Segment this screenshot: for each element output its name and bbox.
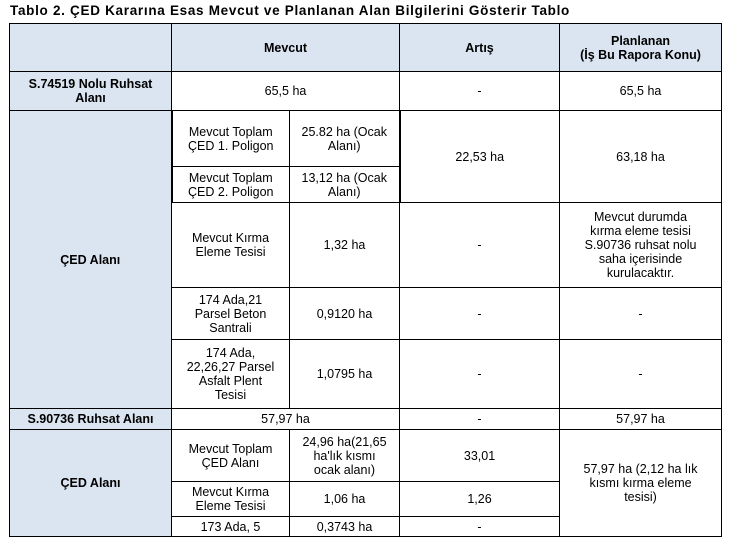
- ced1-beton-name: [172, 288, 290, 340]
- ced1-poligon1-name-line1: Mevcut Toplam: [188, 124, 273, 139]
- table-row-s74519: [10, 72, 722, 111]
- ced1-kirma-name-line2: Eleme Tesisi: [195, 245, 266, 259]
- ced1-poligon2-value: [290, 167, 400, 203]
- ced1-beton-name-line1: 174 Ada,21: [198, 292, 263, 307]
- ced2-ada-value: 0,3743 ha: [290, 517, 400, 537]
- ced2-planlanan-line3: tesisi): [624, 490, 657, 504]
- ced2-kirma-artis: 1,26: [400, 482, 560, 517]
- ced1-beton-value: 0,9120 ha: [290, 288, 400, 340]
- ced2-planlanan-line1: 57,97 ha (2,12 ha lık: [583, 462, 698, 476]
- ced1-asfalt-name-line2: 22,26,27 Parsel: [186, 360, 275, 374]
- s90736-planlanan: 57,97 ha: [560, 409, 722, 430]
- ced1-poligon2-value-line1: 13,12 ha (Ocak: [301, 170, 387, 185]
- ced1-poligon1-value-line1: 25.82 ha (Ocak: [301, 124, 387, 139]
- s90736-label: S.90736 Ruhsat Alanı: [10, 409, 172, 430]
- ced1-kirma-planlanan-line2: kırma eleme tesisi: [590, 224, 691, 238]
- ced1-asfalt-name-line4: Tesisi: [214, 388, 247, 402]
- ced1-kirma-planlanan-line1: Mevcut durumda: [593, 210, 688, 224]
- ced1-asfalt-name: [172, 340, 290, 409]
- ced1-asfalt-planlanan: -: [560, 340, 722, 409]
- area-info-table: [9, 23, 722, 537]
- ced1-poligon1-value: [290, 111, 400, 167]
- header-planlanan: [560, 24, 722, 72]
- ced1-kirma-planlanan-line5: kurulacaktır.: [606, 266, 675, 280]
- ced2-label: ÇED Alanı: [10, 430, 172, 537]
- ced1-beton-name-line2: Parsel Beton: [194, 306, 267, 321]
- s74519-mevcut: 65,5 ha: [172, 72, 400, 111]
- s74519-artis: -: [400, 72, 560, 111]
- ced2-ada-name: 173 Ada, 5: [172, 517, 290, 537]
- ced1-beton-planlanan: -: [560, 288, 722, 340]
- ced1-kirma-planlanan-line4: saha içerisinde: [598, 252, 683, 266]
- ced1-label: ÇED Alanı: [10, 111, 172, 409]
- ced2-toplam-value: [290, 430, 400, 482]
- table-row-ced2-toplam: [10, 430, 722, 482]
- ced1-poligon2-name-line1: Mevcut Toplam: [188, 170, 273, 185]
- ced2-kirma-name-line1: Mevcut Kırma: [191, 485, 270, 499]
- ced2-kirma-value: 1,06 ha: [290, 482, 400, 517]
- s90736-artis: -: [400, 409, 560, 430]
- ced1-asfalt-value: 1,0795 ha: [290, 340, 400, 409]
- ced1-asfalt-artis: -: [400, 340, 560, 409]
- ced1-asfalt-name-line3: Asfalt Plent: [198, 374, 263, 388]
- header-planlanan-line2: (İş Bu Rapora Konu): [580, 47, 701, 62]
- s74519-label: [10, 72, 172, 111]
- ced1-kirma-name-line1: Mevcut Kırma: [191, 231, 270, 245]
- ced1-asfalt-name-line1: 174 Ada,: [205, 346, 256, 360]
- ced2-planlanan: [560, 430, 722, 537]
- ced1-polygon-planlanan: 63,18 ha: [560, 111, 722, 203]
- ced2-toplam-name-line1: Mevcut Toplam: [188, 441, 273, 456]
- table-caption: Tablo 2. ÇED Kararına Esas Mevcut ve Planlanan Alan Bilgilerini Gösterir Tablo: [10, 3, 570, 18]
- header-empty-cell: [10, 24, 172, 72]
- ced1-kirma-artis: -: [400, 203, 560, 288]
- s74519-label-line2: Alanı: [75, 91, 106, 105]
- ced1-poligon1-value-line2: Alanı): [327, 138, 361, 153]
- ced1-kirma-value: 1,32 ha: [290, 203, 400, 288]
- table-row-s90736: [10, 409, 722, 430]
- ced1-poligon1-name-line2: ÇED 1. Poligon: [188, 138, 274, 153]
- ced2-toplam-value-line3: ocak alanı): [313, 462, 376, 477]
- ced2-toplam-name: [172, 430, 290, 482]
- ced2-kirma-name-line2: Eleme Tesisi: [195, 499, 266, 513]
- table-row-ced1-poligon1: [10, 111, 722, 167]
- ced2-ada-artis: -: [400, 517, 560, 537]
- s74519-planlanan: 65,5 ha: [560, 72, 722, 111]
- s74519-label-line1: S.74519 Nolu Ruhsat: [28, 77, 153, 91]
- ced1-poligon1-name: [172, 111, 290, 167]
- ced1-poligon2-name-line2: ÇED 2. Poligon: [188, 184, 274, 199]
- ced1-beton-artis: -: [400, 288, 560, 340]
- ced1-kirma-name: [172, 203, 290, 288]
- ced2-toplam-artis: 33,01: [400, 430, 560, 482]
- header-artis: Artış: [400, 24, 560, 72]
- ced1-beton-name-line3: Santrali: [209, 320, 252, 335]
- ced2-toplam-name-line2: ÇED Alanı: [201, 455, 260, 470]
- s90736-mevcut: 57,97 ha: [172, 409, 400, 430]
- ced2-planlanan-line2: kısmı kırma eleme: [589, 476, 692, 490]
- ced1-poligon2-value-line2: Alanı): [327, 184, 361, 199]
- header-mevcut: Mevcut: [172, 24, 400, 72]
- ced2-kirma-name: [172, 482, 290, 517]
- header-planlanan-line1: Planlanan: [610, 33, 671, 48]
- ced2-toplam-value-line1: 24,96 ha(21,65: [302, 434, 387, 449]
- ced1-kirma-planlanan-line3: S.90736 ruhsat nolu: [584, 238, 697, 252]
- table-header-row: [10, 24, 722, 72]
- ced1-kirma-planlanan: [560, 203, 722, 288]
- ced2-toplam-value-line2: ha'lık kısmı: [313, 448, 376, 463]
- ced1-poligon2-name: [172, 167, 290, 203]
- ced1-polygon-artis: 22,53 ha: [400, 111, 560, 203]
